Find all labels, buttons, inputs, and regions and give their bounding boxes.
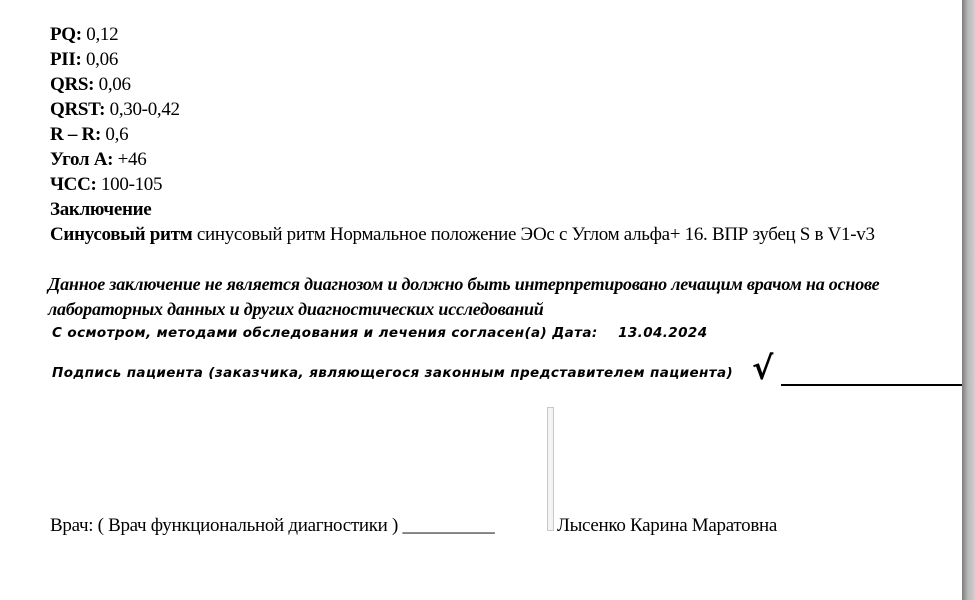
param-hr — [50, 174, 162, 196]
disclaimer-line-1: Данное заключение не является диагнозом и должно быть интерпретировано лечащим врачом на основе — [48, 274, 880, 294]
signature-line — [781, 384, 962, 386]
doctor-name: Лысенко Карина Маратовна — [557, 515, 778, 536]
param-value: 0,30-0,42 — [105, 99, 180, 120]
consent-line — [52, 324, 707, 342]
conclusion-heading-text: Заключение — [50, 199, 152, 220]
param-value: 0,06 — [81, 49, 119, 70]
param-label: QRS: — [50, 74, 95, 95]
consent-date: 13.04.2024 — [618, 325, 708, 341]
param-qrst — [50, 99, 180, 121]
param-pq — [50, 24, 118, 46]
checkmark-icon: √ — [752, 349, 774, 387]
param-value: 0,12 — [81, 24, 119, 45]
patient-signature-label: Подпись пациента (заказчика, являющегося законным представителем пациента) — [52, 365, 734, 381]
param-value: 0,6 — [100, 124, 129, 145]
param-pii — [50, 49, 118, 71]
param-rr — [50, 124, 128, 146]
conclusion-text: синусовый ритм Нормальное положение ЭОс с Углом альфа+ 16. ВПР зубец S в V1-v3 — [192, 224, 875, 245]
param-label: QRST: — [50, 99, 106, 120]
doctor-line: Врач: ( Врач функциональной диагностики ) __________ — [50, 515, 495, 536]
consent-text: С осмотром, методами обследования и лечения согласен(а) Дата: — [52, 325, 598, 341]
param-label: R – R: — [50, 124, 101, 145]
param-label: ЧСС: — [50, 174, 97, 195]
param-value: 0,06 — [94, 74, 131, 95]
param-label: PII: — [50, 49, 82, 70]
conclusion-heading — [50, 199, 151, 221]
param-qrs — [50, 74, 131, 96]
conclusion-label: Синусовый ритм — [50, 224, 193, 245]
param-value: +46 — [113, 149, 147, 170]
page-edge-scrollbar — [962, 0, 975, 600]
conclusion-line — [50, 224, 875, 246]
param-angle — [50, 149, 146, 171]
signature-image-frame — [547, 407, 554, 531]
disclaimer-line-2: лабораторных данных и других диагностических исследований — [48, 299, 544, 319]
param-value: 100-105 — [96, 174, 163, 195]
param-label: Угол А: — [50, 149, 114, 170]
param-label: PQ: — [50, 24, 82, 45]
